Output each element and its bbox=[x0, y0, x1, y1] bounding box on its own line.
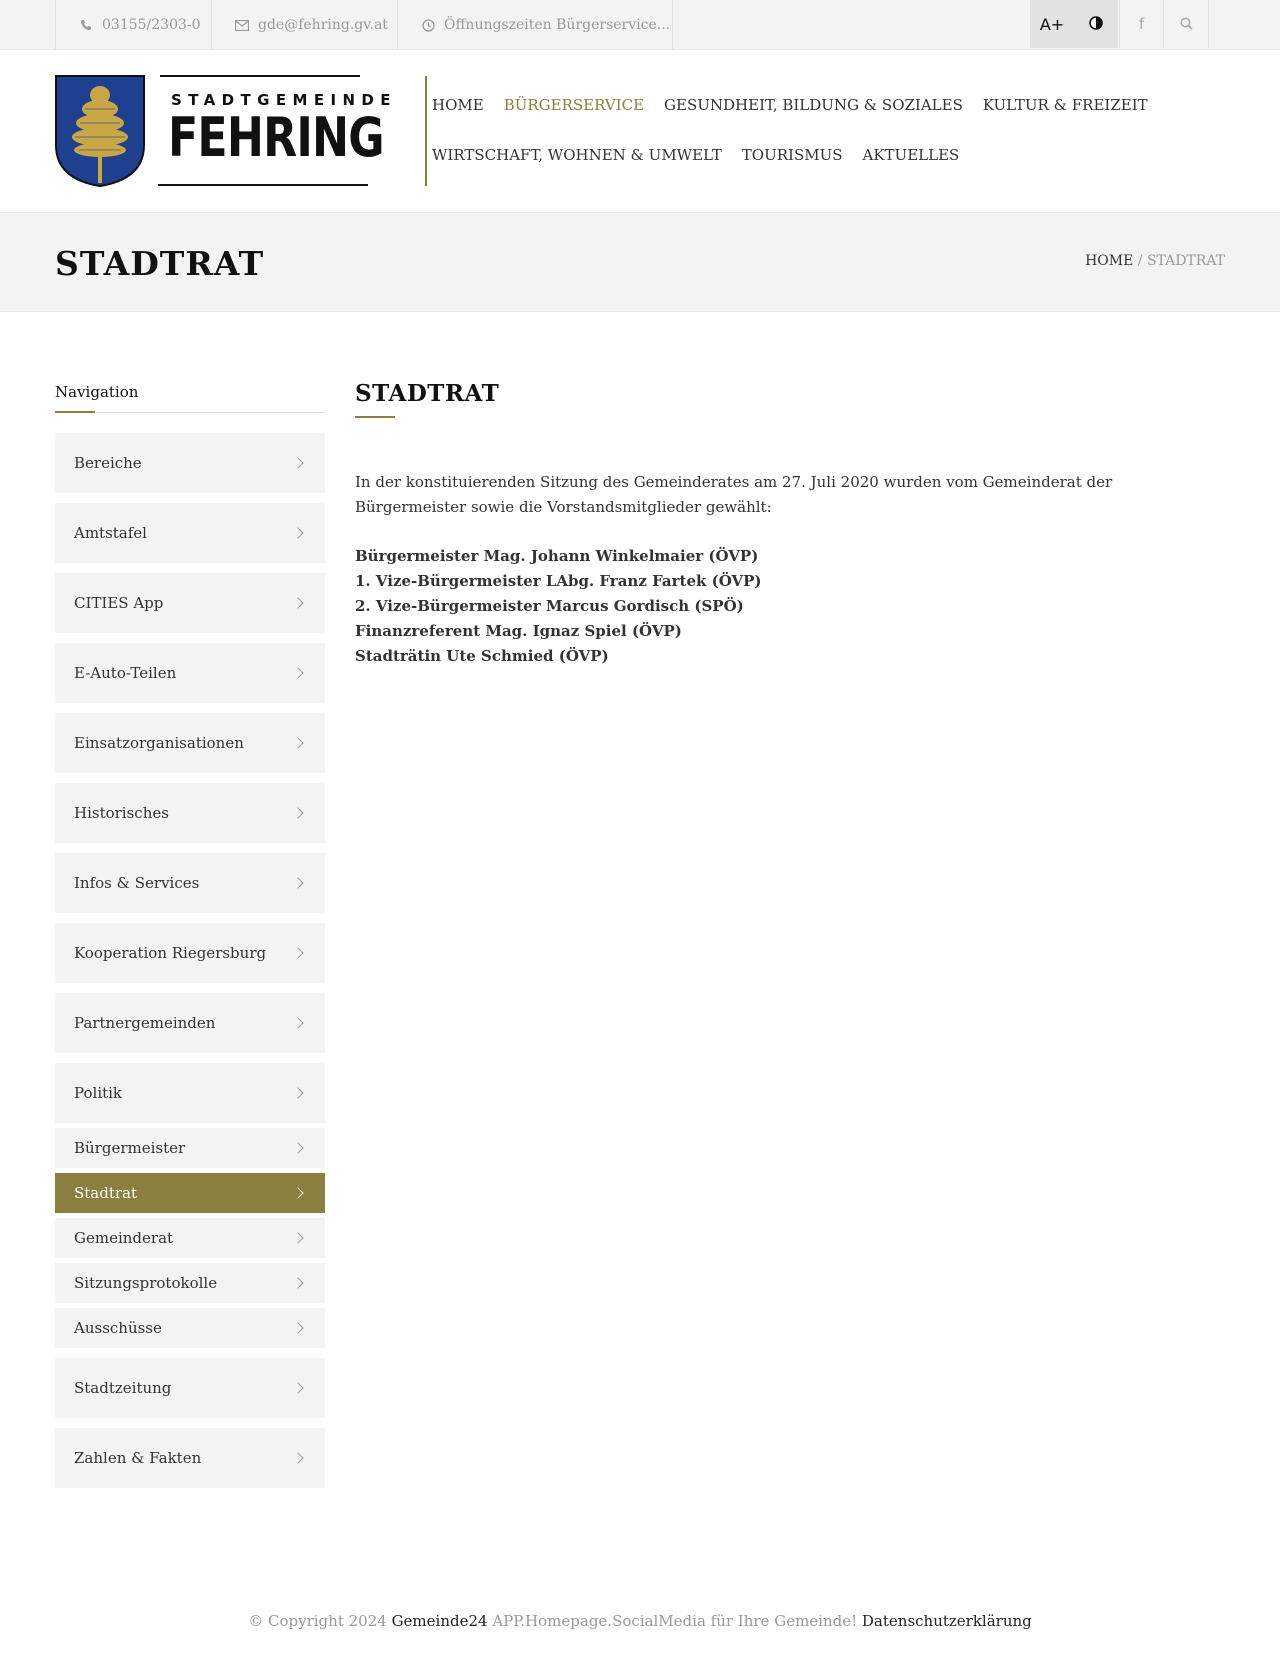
footer bbox=[0, 1612, 1280, 1630]
search-icon bbox=[1180, 15, 1193, 34]
contrast-icon bbox=[1089, 15, 1103, 34]
chevron-right-icon bbox=[292, 1322, 303, 1333]
chevron-right-icon bbox=[292, 1087, 303, 1098]
facebook-icon: f bbox=[1138, 15, 1145, 33]
member-entry: 2. Vize-Bürgermeister Marcus Gordisch (SPÖ) bbox=[355, 597, 744, 615]
sidebar-item-label: Einsatzorganisationen bbox=[74, 734, 244, 752]
sidebar-item-label: CITIES App bbox=[74, 594, 164, 612]
member-entry: Finanzreferent Mag. Ignaz Spiel (ÖVP) bbox=[355, 622, 682, 640]
breadcrumb-separator: / bbox=[1133, 253, 1147, 269]
clock-icon bbox=[420, 17, 436, 33]
sidebar-item-label: Sitzungsprotokolle bbox=[74, 1274, 218, 1292]
chevron-right-icon bbox=[292, 1277, 303, 1288]
sidebar-item-label: Zahlen & Fakten bbox=[74, 1449, 202, 1467]
email-address: gde@fehring.gv.at bbox=[258, 17, 388, 33]
nav-wirtschaft-wohnen-umwelt[interactable]: WIRTSCHAFT, WOHNEN & UMWELT bbox=[432, 146, 722, 164]
sidebar-item-stadtzeitung[interactable] bbox=[55, 1358, 325, 1418]
sidebar-item-label: Politik bbox=[74, 1084, 123, 1102]
envelope-icon bbox=[234, 17, 250, 33]
chevron-right-icon bbox=[292, 1017, 303, 1028]
sidebar-title: Navigation bbox=[55, 383, 325, 410]
email-contact[interactable] bbox=[211, 0, 397, 50]
sidebar-item-label: Amtstafel bbox=[74, 524, 147, 542]
chevron-right-icon bbox=[292, 737, 303, 748]
main-navigation bbox=[432, 80, 1192, 180]
chevron-right-icon bbox=[292, 947, 303, 958]
sidebar-item-einsatzorganisationen[interactable] bbox=[55, 713, 325, 773]
nav-home[interactable]: HOME bbox=[432, 96, 484, 114]
sidebar-item-label: Historisches bbox=[74, 804, 169, 822]
sidebar-item-label: Gemeinderat bbox=[74, 1229, 174, 1247]
sidebar-item-cities-app[interactable] bbox=[55, 573, 325, 633]
heading-underline bbox=[355, 416, 395, 418]
breadcrumb-current: STADTRAT bbox=[1146, 253, 1225, 269]
chevron-right-icon bbox=[292, 807, 303, 818]
sidebar-item-label: Bereiche bbox=[74, 454, 142, 472]
sidebar-item-label: Stadtrat bbox=[74, 1184, 138, 1202]
sidebar-item-e-auto-teilen[interactable] bbox=[55, 643, 325, 703]
footer-tagline: APP.Homepage.SocialMedia für Ihre Gemeinde! bbox=[487, 1612, 862, 1630]
sidebar-item-historisches[interactable] bbox=[55, 783, 325, 843]
search-button[interactable] bbox=[1163, 0, 1209, 48]
sidebar-navigation bbox=[55, 383, 325, 1498]
sidebar-item-label: Ausschüsse bbox=[74, 1319, 162, 1337]
member-list bbox=[355, 544, 1225, 669]
sidebar-divider bbox=[55, 412, 325, 413]
breadcrumb bbox=[1085, 253, 1225, 269]
sidebar-item-label: Infos & Services bbox=[74, 874, 200, 892]
chevron-right-icon bbox=[292, 1382, 303, 1393]
chevron-right-icon bbox=[292, 1452, 303, 1463]
phone-contact[interactable] bbox=[55, 0, 211, 50]
sidebar-item-infos-services[interactable] bbox=[55, 853, 325, 913]
breadcrumb-home[interactable]: HOME bbox=[1085, 253, 1134, 269]
sidebar-subitem-sitzungsprotokolle[interactable] bbox=[55, 1263, 325, 1303]
page-title-band bbox=[0, 212, 1280, 312]
top-bar bbox=[0, 0, 1280, 50]
sidebar-item-label: Stadtzeitung bbox=[74, 1379, 172, 1397]
sidebar-item-zahlen-fakten[interactable] bbox=[55, 1428, 325, 1488]
facebook-button[interactable] bbox=[1119, 0, 1163, 48]
sidebar-subitem-stadtrat[interactable] bbox=[55, 1173, 325, 1213]
main-nav-row-2 bbox=[432, 130, 1192, 180]
sidebar-subitem-buergermeister[interactable] bbox=[55, 1128, 325, 1168]
font-size-button[interactable] bbox=[1030, 0, 1074, 48]
nav-aktuelles[interactable]: AKTUELLES bbox=[862, 146, 960, 164]
member-entry: Stadträtin Ute Schmied (ÖVP) bbox=[355, 647, 609, 665]
logo-name: FEHRING bbox=[168, 106, 384, 169]
nav-gesundheit-bildung-soziales[interactable]: GESUNDHEIT, BILDUNG & SOZIALES bbox=[664, 96, 963, 114]
contrast-button[interactable] bbox=[1074, 0, 1118, 48]
sidebar-item-label: Partnergemeinden bbox=[74, 1014, 216, 1032]
nav-buergerservice[interactable]: BÜRGERSERVICE bbox=[503, 96, 645, 114]
nav-divider bbox=[425, 76, 427, 186]
footer-brand-link[interactable]: Gemeinde24 bbox=[391, 1612, 488, 1630]
opening-hours-link[interactable] bbox=[397, 0, 673, 50]
sidebar-item-label: Bürgermeister bbox=[74, 1139, 186, 1157]
intro-paragraph: In der konstituierenden Sitzung des Gemeinderates am 27. Juli 2020 wurden vom Gemeinderat der Bürgermeister sowie die Vorstandsmitglieder gewählt: bbox=[355, 473, 1113, 516]
logo-subtitle: STADTGEMEINDE bbox=[171, 91, 397, 109]
phone-icon bbox=[78, 17, 94, 33]
logo-rule-bottom bbox=[158, 184, 368, 186]
content-heading: STADTRAT bbox=[355, 380, 500, 407]
sidebar-item-amtstafel[interactable] bbox=[55, 503, 325, 563]
footer-copyright: © Copyright 2024 bbox=[248, 1612, 392, 1630]
nav-kultur-freizeit[interactable]: KULTUR & FREIZEIT bbox=[982, 96, 1148, 114]
member-entry: 1. Vize-Bürgermeister LAbg. Franz Fartek (ÖVP) bbox=[355, 572, 762, 590]
footer-privacy-link[interactable]: Datenschutzerklärung bbox=[861, 1612, 1032, 1630]
coat-of-arms-icon bbox=[55, 75, 145, 187]
phone-number: 03155/2303-0 bbox=[102, 17, 201, 33]
sidebar-item-partnergemeinden[interactable] bbox=[55, 993, 325, 1053]
chevron-right-icon bbox=[292, 877, 303, 888]
sidebar-item-label: E-Auto-Teilen bbox=[74, 664, 177, 682]
sidebar-item-bereiche[interactable] bbox=[55, 433, 325, 493]
site-logo[interactable] bbox=[55, 75, 397, 187]
chevron-right-icon bbox=[292, 527, 303, 538]
chevron-right-icon bbox=[292, 1142, 303, 1153]
font-size-label: A+ bbox=[1039, 14, 1065, 34]
chevron-right-icon bbox=[292, 1187, 303, 1198]
main-content bbox=[355, 380, 1225, 669]
sidebar-subitem-gemeinderat[interactable] bbox=[55, 1218, 325, 1258]
opening-hours-text: Öffnungszeiten Bürgerservice... bbox=[444, 17, 671, 33]
member-entry: Bürgermeister Mag. Johann Winkelmaier (ÖVP) bbox=[355, 547, 759, 565]
chevron-right-icon bbox=[292, 667, 303, 678]
page-title: STADTRAT bbox=[55, 244, 265, 283]
sidebar-subitem-ausschuesse[interactable] bbox=[55, 1308, 325, 1348]
logo-rule-top bbox=[160, 75, 360, 77]
nav-tourismus[interactable]: TOURISMUS bbox=[741, 146, 843, 164]
main-nav-row-1 bbox=[432, 80, 1192, 130]
sidebar-item-politik[interactable] bbox=[55, 1063, 325, 1123]
sidebar-item-label: Kooperation Riegersburg bbox=[74, 944, 267, 962]
chevron-right-icon bbox=[292, 597, 303, 608]
chevron-right-icon bbox=[292, 457, 303, 468]
chevron-right-icon bbox=[292, 1232, 303, 1243]
sidebar-item-kooperation-riegersburg[interactable] bbox=[55, 923, 325, 983]
